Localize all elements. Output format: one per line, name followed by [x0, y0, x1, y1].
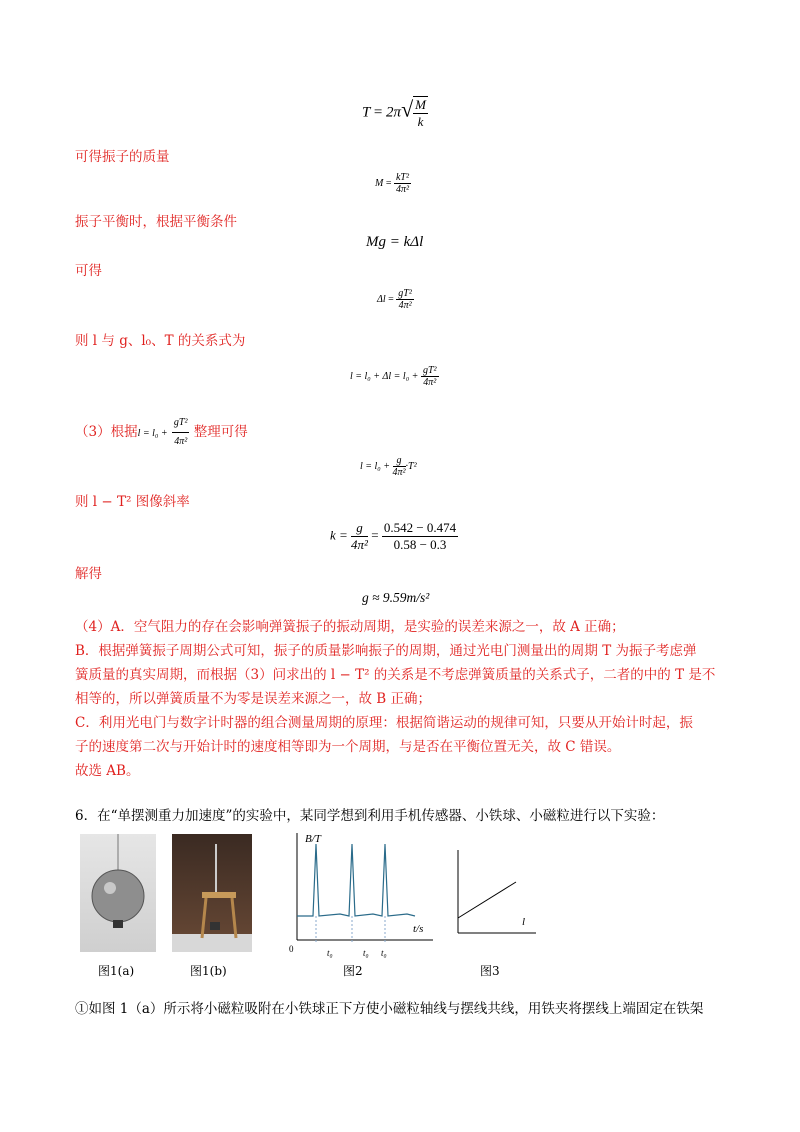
fig2-t0-1: t₀: [327, 948, 333, 958]
eq-slope: k = $\frac{g}{\text{4π²}}$ = $\frac{0.542 - 0.474}{0.58 - 0.3}$: [330, 520, 457, 552]
text-mass-intro: 可得振子的质量: [75, 149, 170, 165]
fig1a-photo: [80, 834, 156, 952]
fig2-curve: [297, 844, 415, 916]
part4-c-2: 子的速度第二次与开始计时的速度相等即为一个周期，与是否在平衡位置无关，故 C 错误。: [75, 739, 621, 755]
fig3-graph: [440, 848, 540, 948]
fig2-t0-3: t₀: [381, 948, 387, 958]
text-relation-intro: 则 l 与 g、l₀、T 的关系式为: [75, 333, 246, 349]
part4-b-2: 簧质量的真实周期，而根据（3）问求出的 l − T² 的关系是不考虑弹簧质量的关系式子，二者的中的 T 是不: [75, 667, 716, 683]
eq-l-full: l = l₀ + Δl = l₀ + $\frac{\text{gT²}}{\text{4π²}}$: [350, 365, 437, 388]
eq-balance: Mg = kΔl: [366, 234, 424, 250]
fig1a-label: 图1(a): [98, 964, 135, 978]
fig2-y-label: B/T: [305, 833, 321, 845]
part4-c-1: C．利用光电门与数字计时器的组合测量周期的原理：根据简谐运动的规律可知，只要从开始计时起，振: [75, 715, 693, 731]
part4-b-3: 相等的，所以弹簧质量不为零是误差来源之一，故 B 正确；: [75, 691, 432, 707]
fig2-t0-2: t₀: [363, 948, 369, 958]
fig3-x-label: l: [522, 916, 526, 928]
text-slope-intro: 则 l − T² 图像斜率: [75, 494, 190, 510]
text-balance-intro: 振子平衡时，根据平衡条件: [75, 214, 237, 230]
eq-period: T = 2π√ $\frac{M}{k}$: [362, 96, 426, 129]
part4-block: [75, 615, 735, 783]
fig2-label: 图2: [343, 964, 363, 978]
text-solve: 解得: [75, 566, 102, 582]
eq-mass: M = $\frac{\text{kT²}}{\text{4π²}}$: [375, 172, 409, 195]
q6-intro: 6．在“单摆测重力加速度”的实验中，某同学想到利用手机传感器、小铁球、小磁粒进行以下实验：: [75, 808, 665, 824]
answer: 故选 AB。: [75, 763, 140, 779]
q6-step1: ①如图 1（a）所示将小磁粒吸附在小铁球正下方使小磁粒轴线与摆线共线，用铁夹将摆线上端固定在铁架: [75, 1001, 704, 1017]
eq-delta-l: Δl = $\frac{\text{gT²}}{\text{4π²}}$: [377, 288, 412, 311]
fig3-line: [458, 882, 516, 918]
eq-l-linear: l = l₀ + $\frac{g}{\text{4π²}}$ ·T²: [360, 455, 417, 478]
part4-b-1: B．根据弹簧振子周期公式可知，振子的质量影响振子的周期，通过光电门测量出的周期 T 为振子考虑弹: [75, 643, 697, 659]
part4-a: （4）A．空气阻力的存在会影响弹簧振子的振动周期，是实验的误差来源之一，故 A 正确；: [75, 619, 625, 635]
fig1b-photo: [172, 834, 252, 952]
fig3-label: 图3: [480, 964, 500, 978]
fig2-x-label: t/s: [413, 923, 424, 935]
fig2-origin: 0: [289, 944, 294, 954]
text-ke-de-1: 可得: [75, 263, 102, 279]
eq-g-result: g ≈ 9.59m/s²: [362, 590, 430, 605]
text-part3: （3）根据l = l₀ + $\frac{\text{gT²}}{\text{4π²}}$ 整理可得: [75, 414, 248, 451]
fig1b-label: 图1(b): [190, 964, 227, 978]
fig2-graph: [285, 828, 435, 968]
